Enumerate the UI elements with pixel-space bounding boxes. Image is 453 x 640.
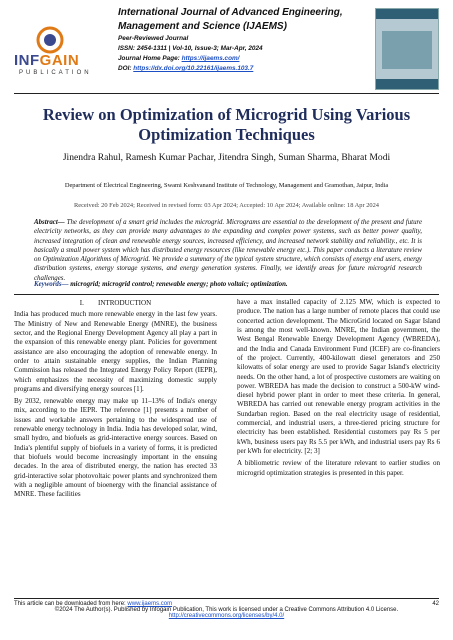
paper-title: Review on Optimization of Microgrid Using Various Optimization Techniques [42, 105, 411, 144]
page-footer: This article can be downloaded from here: www.ijaems.com 42 ©2024 The Author(s). Published by Infogain Publication, This work is licensed under a Creative Commons Attribution 4.0 License. http://creativecommons.org/licenses/by/4.0/ [14, 601, 439, 619]
homepage-line: Journal Home Page: https://ijaems.com/ [118, 55, 240, 62]
peer-reviewed-label: Peer-Reviewed Journal [118, 35, 189, 42]
doi-link[interactable]: https://dx.doi.org/10.22161/ijaems.103.7 [133, 65, 254, 72]
doi-line: DOI: https://dx.doi.org/10.22161/ijaems.103.7 [118, 65, 254, 72]
license-text: ©2024 The Author(s). Published by Infogain Publication, This work is licensed under a Creative Commons Attribution 4.0 License. [54, 607, 399, 613]
author-list: Jinendra Rahul, Ramesh Kumar Pachar, Jitendra Singh, Suman Sharma, Bharat Modi [62, 152, 391, 163]
publisher-logo: INFGAIN [14, 52, 80, 69]
paragraph: A bibliometric review of the literature relevant to earlier studies on microgrid optimization strategies is presented in this paper. [237, 459, 440, 477]
download-link[interactable]: www.ijaems.com [127, 601, 173, 607]
homepage-link[interactable]: https://ijaems.com/ [181, 55, 240, 62]
journal-info [118, 6, 368, 74]
paragraph: have a max installed capacity of 2.125 MW, which is expected to produce. The nation has a large number of remote places that could use concerted action development. The MicroGrid located on Sagar Island is among the most well-known. MNRE, the Indian government, the West Bengal Renewable Energy Development Agency (WBREDA), and the India and Canada Environment Fund (ICEF) are co-financiers of the project. Currently, 400-kilowatt diesel generators and 250 kilowatts of solar energy are used to provide Sagar Island's electricity needs. On the other hand, a lot of prospective customers are waiting on power. WBREDA has made the decision to construct a 500-kW wind-diesel hybrid power plant in order to meet these criteria. In general, WBREDA has carried out renewable energy program activities in the Sundarban region. Based on the real electricity usage of residential, commercial, and industrial users, a three-tiered pricing structure for electricity has been established. Residential customers pay Rs 5 per kWh, business users pay Rs 5.5 per kWh, and industrial users pay Rs 6 per kWh for electricity. [2; 3] [237, 298, 440, 455]
left-column [14, 299, 217, 503]
section-heading-introduction: I. INTRODUCTION [79, 299, 152, 307]
globe-logo-icon [35, 25, 65, 55]
paragraph: India has produced much more renewable energy in the last few years. The Ministry of New and Renewable Energy (MNRE), the business sector, and the Regional Energy Development Agency all play a part in the expansion of this renewable energy plant. Policies for government assistance are also encouraging the adoption of renewable energy. In order to attain sustainable energy supplies, the Indian Planning Commission has released the Integrated Energy Policy Report (IEPR), which emphasizes the necessity of maximizing domestic supply programs and diversifying energy sources [1]. [14, 310, 217, 393]
footer-divider [14, 598, 439, 599]
journal-title: International Journal of Advanced Engineering, Management and Science (IJAEMS) [118, 7, 343, 32]
issn-line: ISSN: 2454-1311 | Vol-10, Issue-3; Mar-Apr, 2024 [118, 45, 263, 52]
keywords: Keywords— microgrid; microgrid control; renewable energy; photo voltaic; optimization. [34, 281, 288, 288]
publisher-logo-subtitle: PUBLICATION [19, 70, 92, 76]
paragraph: By 2032, renewable energy may make up 11–13% of India's energy mix, according to the IEPR. The reference [1] presents a number of issues and workable answers pertaining to the widespread use of renewable energy technology in India. India has developed solar, wind, small hydro, and biofuels as grid-interactive energy sources. Based on India's plentiful supply of biofuels in a variety of forms, it is predicted that biofuels would become increasingly important in the ensuing decades. In the area of distributed energy, the nation has erected 33 grid-interactive solar photovoltaic power plants and synchronized them with a negligible amount of bioenergy with the financial assistance of MNRE. These facilities [14, 397, 217, 499]
right-column [237, 298, 440, 481]
header-divider [14, 93, 439, 94]
publication-dates: Received: 20 Feb 2024; Received in revised form: 03 Apr 2024; Accepted: 10 Apr 2024; Available online: 18 Apr 2024 [74, 202, 379, 209]
license-link[interactable]: http://creativecommons.org/licenses/by/4.0/ [168, 613, 285, 619]
page-number: 42 [432, 601, 439, 607]
abstract-divider [14, 294, 439, 295]
affiliation: Department of Electrical Engineering, Swami Keshvanand Institute of Technology, Management and Gramothan, Jaipur, India [64, 182, 389, 189]
abstract: Abstract— The development of a smart grid includes the microgrid. Micrograms are essential to the development of the present and future electricity networks, as they can provide many advantages to the expanding and complex power systems, such as better power quality, increased integration of clean and renewable energy sources, increased efficiency, and increased network stability and reliability., etc. It is basically a small power system which has distributed energy resources (like renewable energy etc.). This paper conducts a literature review on Optimization Algorithms of Microgrid. We provide a summary of the typical system structure, which consists of energy end users, energy distribution systems, energy storage systems, and energy generation systems. Finally, we identify areas for future microgrid research challenges. [34, 219, 422, 282]
journal-cover-image [375, 8, 439, 90]
